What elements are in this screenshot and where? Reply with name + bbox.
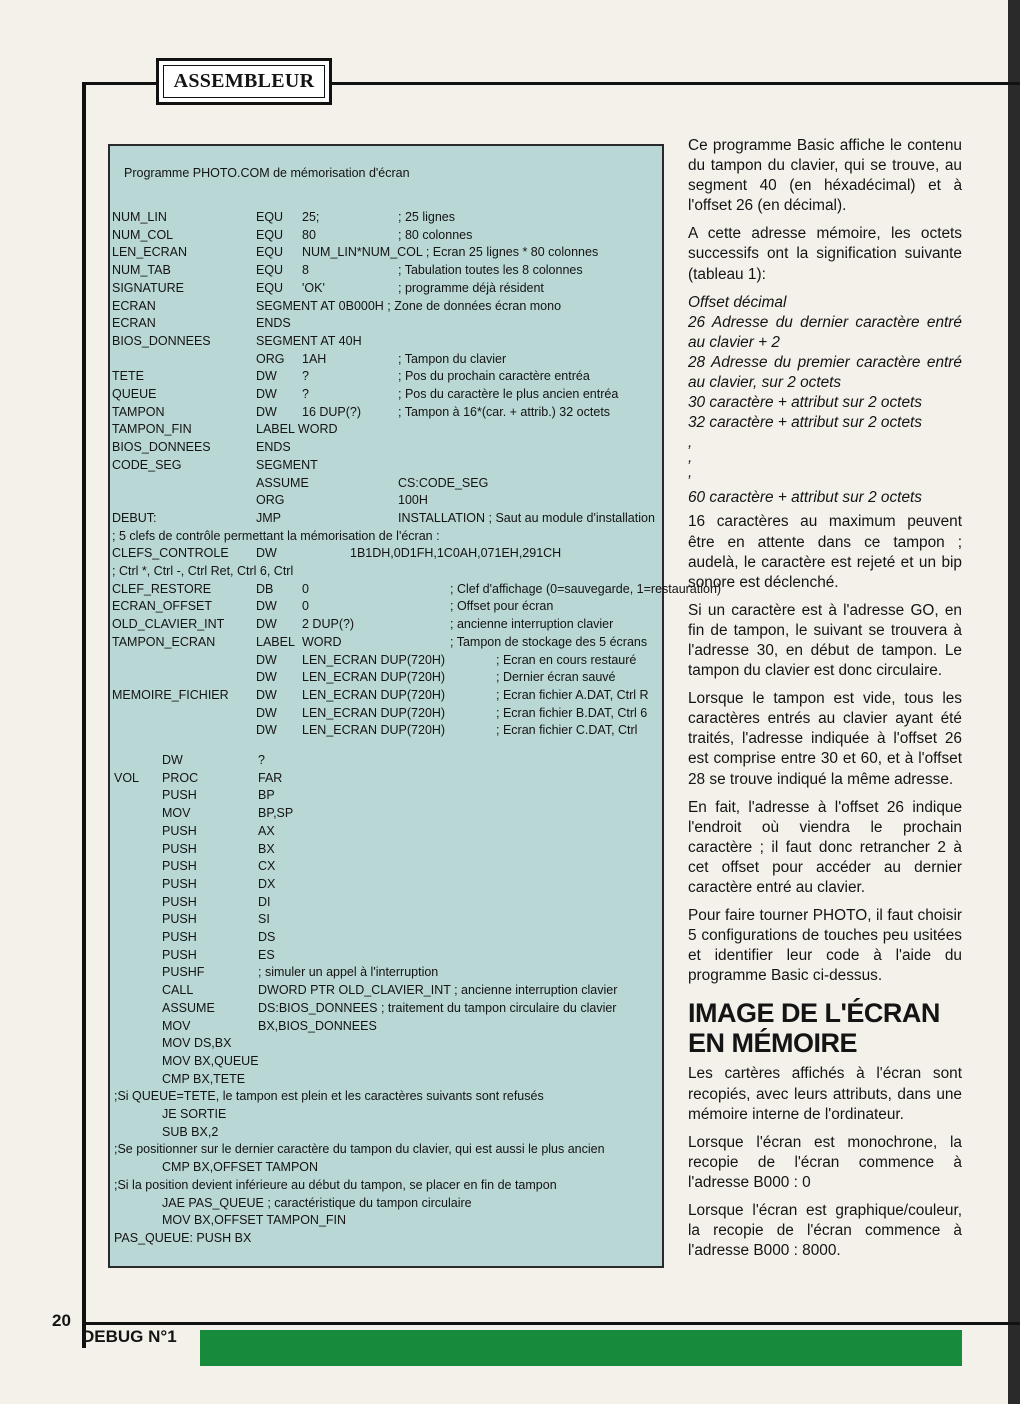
code-opcode: DW (256, 705, 277, 720)
code-line-text: CMP BX,OFFSET TAMPON (162, 1160, 319, 1175)
code-opcode: PUSH (162, 841, 197, 856)
code-line (110, 1213, 662, 1230)
code-operand: ; simuler un appel à l'interruption (258, 965, 439, 980)
code-line-text: PAS_QUEUE: PUSH BX (114, 1230, 252, 1245)
code-line-text: SUB BX,2 (162, 1124, 219, 1139)
code-line-text: CMP BX,TETE (162, 1071, 246, 1086)
code-line-text: ;Si la position devient inférieure au début du tampon, se placer en fin de tampon (114, 1177, 557, 1192)
code-opcode: EQU (256, 245, 284, 260)
code-comment: ; Tampon à 16*(car. + attrib.) 32 octets (398, 404, 611, 419)
code-opcode: DW (256, 546, 277, 561)
code-operand: 25; (302, 210, 320, 224)
code-opcode: DW (256, 652, 277, 667)
code-opcode: PUSH (162, 823, 197, 838)
code-line (110, 983, 662, 1000)
code-opcode: DW (256, 404, 277, 419)
code-opcode: DW (256, 387, 277, 401)
code-opcode: ORG (256, 351, 285, 366)
code-opcode: PUSH (162, 788, 197, 803)
code-operand: LEN_ECRAN DUP(720H) (302, 705, 446, 720)
table-ellipsis: , (688, 449, 693, 467)
code-comment: ; ancienne interruption clavier (450, 617, 614, 632)
code-line (110, 753, 662, 770)
code-line (110, 1019, 662, 1036)
code-opcode: EQU (256, 280, 284, 295)
code-line (110, 352, 662, 369)
code-line-text: MOV DS,BX (162, 1036, 232, 1051)
code-opcode: EQU (256, 227, 284, 242)
code-comment: ; Ecran fichier B.DAT, Ctrl 6 (496, 705, 648, 720)
code-opcode: MOV (162, 1018, 191, 1033)
code-comment: ; 25 lignes (398, 210, 455, 224)
code-opcode: SEGMENT (256, 457, 318, 472)
code-opcode: LABEL (256, 634, 295, 649)
code-label: LEN_ECRAN (112, 245, 188, 260)
code-operand: DS:BIOS_DONNEES ; traitement du tampon circulaire du clavier (258, 1000, 617, 1015)
section-heading: IMAGE DE L'ÉCRAN EN MÉMOIRE (688, 998, 940, 1059)
code-line (110, 387, 662, 404)
code-label: TAMPON_ECRAN (112, 634, 216, 649)
code-label: NUM_LIN (112, 210, 167, 224)
code-line (110, 1160, 662, 1177)
code-line (110, 723, 662, 740)
code-line-text: JE SORTIE (162, 1107, 227, 1121)
code-label: NUM_TAB (112, 263, 171, 278)
code-operand: ? (302, 387, 309, 401)
code-line (110, 263, 662, 280)
table-ellipsis: , (688, 434, 693, 452)
code-operand: LEN_ECRAN DUP(720H) (302, 670, 446, 685)
code-label: TETE (112, 369, 144, 384)
code-operand: LEN_ECRAN DUP(720H) (302, 687, 446, 702)
code-line (110, 529, 662, 546)
code-line (110, 299, 662, 316)
code-label: OLD_CLAVIER_INT (112, 617, 225, 632)
code-line (110, 859, 662, 876)
code-operand: DX (258, 876, 276, 891)
code-opcode: PUSH (162, 876, 197, 891)
code-label: TAMPON (112, 404, 165, 419)
article-paragraph: En fait, l'adresse à l'offset 26 indique l'endroit où viendra le prochain caractère ; il faut donc retrancher 2 à cet offset pour accéder au dernier caractère entré au clavier. (688, 798, 962, 896)
code-comment: INSTALLATION ; Saut au module d'installation (398, 510, 655, 525)
code-label: DEBUT: (112, 510, 157, 525)
code-operand: LEN_ECRAN DUP(720H) (302, 723, 446, 738)
footer-rule (82, 1322, 1020, 1325)
code-line (110, 824, 662, 841)
code-line-text: ;Si QUEUE=TETE, le tampon est plein et les caractères suivants sont refusés (114, 1089, 544, 1104)
code-opcode: PUSH (162, 930, 197, 944)
code-label: ECRAN_OFFSET (112, 599, 213, 614)
code-line (110, 1001, 662, 1018)
code-opcode: EQU (256, 210, 284, 224)
code-comment: ; Offset pour écran (450, 599, 554, 614)
code-label: BIOS_DONNEES (112, 333, 211, 348)
page-edge-shadow (1008, 0, 1020, 1404)
article-paragraph: Si un caractère est à l'adresse GO, en fin de tampon, le suivant se trouvera à l'adresse 30, en début de tampon. Le tampon du clavier est donc circulaire. (688, 601, 962, 680)
code-line (110, 635, 662, 652)
code-line (110, 493, 662, 510)
article-column (688, 136, 962, 1269)
article-paragraph: Les cartères affichés à l'écran sont recopiés, avec leurs attributs, dans une mémoire interne de l'ordinateur. (688, 1065, 962, 1123)
code-line (110, 369, 662, 386)
code-opcode: ASSUME (162, 1000, 215, 1015)
code-opcode: SEGMENT AT 40H (256, 333, 362, 348)
code-label: QUEUE (112, 387, 157, 401)
code-line (110, 228, 662, 245)
code-opcode: LABEL WORD (256, 422, 338, 437)
code-operand: 1AH (302, 351, 327, 366)
code-line (110, 948, 662, 965)
code-line (110, 511, 662, 528)
listing-title: Programme PHOTO.COM de mémorisation d'écran (124, 166, 410, 180)
code-line (110, 1072, 662, 1089)
code-opcode: PUSHF (162, 965, 205, 980)
code-operand: 16 DUP(?) (302, 404, 362, 419)
code-comment: ; 5 clefs de contrôle permettant la mémorisation de l'écran : (112, 528, 440, 543)
code-line (110, 965, 662, 982)
code-opcode: DB (256, 581, 274, 596)
code-comment: ; Pos du caractère le plus ancien entréa (398, 387, 619, 401)
code-line (110, 281, 662, 298)
code-operand: 8 (302, 263, 309, 278)
code-comment: ; Tampon du clavier (398, 351, 507, 366)
code-line (110, 1054, 662, 1071)
code-line (110, 877, 662, 894)
code-comment: ; Clef d'affichage (0=sauvegarde, 1=restauration) (450, 581, 722, 596)
code-operand: FAR (258, 770, 283, 785)
code-opcode: ASSUME (256, 475, 309, 490)
code-operand: 80 (302, 227, 316, 242)
code-line (110, 1036, 662, 1053)
code-line (110, 210, 662, 227)
code-operand: SI (258, 912, 270, 927)
code-opcode: ENDS (256, 316, 291, 331)
code-operand: 0 (302, 581, 309, 596)
code-comment: ; Ecran fichier A.DAT, Ctrl R (496, 687, 649, 702)
code-comment: ; Ecran fichier C.DAT, Ctrl (496, 723, 638, 738)
code-opcode: DW (256, 617, 277, 632)
code-line (110, 245, 662, 262)
code-line (110, 476, 662, 493)
code-comment: ; Ctrl *, Ctrl -, Ctrl Ret, Ctrl 6, Ctrl (112, 564, 294, 578)
code-opcode: DW (256, 369, 277, 384)
code-line (110, 842, 662, 859)
code-line (110, 546, 662, 563)
table-row: 60 caractère + attribut sur 2 octets (688, 489, 922, 507)
section-title: ASSEMBLEUR (163, 65, 326, 98)
code-line (110, 670, 662, 687)
page-number: 20 (52, 1311, 71, 1330)
code-label: TAMPON_FIN (112, 422, 192, 437)
code-line (110, 1231, 662, 1248)
code-opcode: CALL (162, 983, 194, 998)
code-line (110, 912, 662, 929)
code-comment: ; programme déjà résident (398, 280, 544, 295)
article-paragraph: Pour faire tourner PHOTO, il faut choisir 5 configurations de touches peu usitées et identifier leur code à l'aide du programme Basic ci-dessus. (688, 907, 962, 985)
code-label: CLEFS_CONTROLE (112, 546, 229, 561)
code-opcode: PROC (162, 770, 199, 785)
code-opcode: ENDS (256, 440, 291, 455)
code-comment: ; Ecran en cours restauré (496, 652, 637, 667)
code-operand: BP (258, 788, 275, 803)
table-ellipsis: , (688, 464, 693, 482)
code-operand: AX (258, 823, 275, 838)
table-row: 32 caractère + attribut sur 2 octets (688, 414, 922, 432)
code-comment: ; 80 colonnes (398, 227, 473, 242)
code-comment: 100H (398, 493, 428, 508)
code-line (110, 316, 662, 333)
code-line-text: MOV BX,OFFSET TAMPON_FIN (162, 1213, 347, 1228)
code-comment: CS:CODE_SEG (398, 475, 489, 490)
article-paragraph: Lorsque l'écran est graphique/couleur, la recopie de l'écran commence à l'adresse B000 : 8000. (688, 1202, 962, 1260)
table-heading: Offset décimal (688, 293, 787, 311)
table-row: 30 caractère + attribut sur 2 octets (688, 394, 922, 412)
code-listing-box (108, 144, 722, 1268)
code-line (110, 771, 662, 788)
code-label: BIOS_DONNEES (112, 440, 211, 455)
code-opcode: MOV (162, 806, 191, 821)
code-line (110, 706, 662, 723)
code-comment: ; Tabulation toutes les 8 colonnes (398, 263, 583, 278)
code-operand: BX (258, 841, 275, 856)
article-paragraph: Lorsque l'écran est monochrone, la recopie de l'écran commence à l'adresse B000 : 0 (688, 1133, 962, 1191)
code-line (110, 895, 662, 912)
code-label: CLEF_RESTORE (112, 581, 212, 596)
code-line (110, 788, 662, 805)
code-opcode: DW (256, 670, 277, 685)
code-label: ECRAN (112, 316, 156, 331)
code-label: MEMOIRE_FICHIER (112, 687, 229, 702)
code-line (110, 617, 662, 634)
code-line (110, 599, 662, 616)
code-label: SIGNATURE (112, 280, 184, 295)
code-line (110, 688, 662, 705)
code-opcode: PUSH (162, 947, 197, 962)
code-label: VOL (114, 770, 140, 785)
code-operand: ? (302, 369, 309, 384)
code-opcode: DW (256, 723, 277, 738)
code-line (110, 1125, 662, 1142)
code-line (110, 1178, 662, 1195)
code-opcode: PUSH (162, 894, 197, 909)
code-operand: DWORD PTR OLD_CLAVIER_INT ; ancienne interruption clavier (258, 983, 618, 998)
code-opcode: DW (256, 687, 277, 702)
code-line (110, 334, 662, 351)
code-operand: WORD (302, 634, 342, 649)
article-paragraph: A cette adresse mémoire, les octets successifs ont la signification suivante (tableau 1): (688, 225, 962, 283)
code-line (110, 1107, 662, 1124)
code-operand: CX (258, 859, 276, 874)
code-opcode: PUSH (162, 912, 197, 927)
code-operand: 0 (302, 599, 309, 614)
code-operand: ES (258, 947, 275, 962)
article-paragraph: Lorsque le tampon est vide, tous les caractères entrés au clavier ayant été traités, l'adresse indiquée à l'offset 26 est comprise entre 30 et 60, et à l'offset 28 se trouve indiqué la même adresse. (688, 690, 962, 788)
code-line (110, 806, 662, 823)
magazine-name: DEBUG N°1 (82, 1327, 177, 1346)
code-line (110, 581, 722, 599)
article-paragraph: Ce programme Basic affiche le contenu du tampon du clavier, qui se trouve, au segment 40 (en héxadécimal) et à l'offset 26 (en décimal). (688, 137, 962, 215)
code-line (110, 405, 662, 422)
left-margin-rule (82, 82, 86, 1348)
code-opcode: ORG (256, 493, 285, 508)
code-opcode: DW (162, 753, 183, 767)
code-line-text: MOV BX,QUEUE (162, 1053, 259, 1068)
code-label: ECRAN (112, 298, 156, 313)
section-label (156, 58, 332, 105)
code-line (110, 440, 662, 457)
code-opcode: JMP (256, 510, 281, 525)
code-opcode: SEGMENT AT 0B000H ; Zone de données écran mono (256, 298, 562, 313)
code-line (110, 930, 662, 947)
article-paragraph: 16 caractères au maximum peuvent être en attente dans ce tampon ; audelà, le caractère est rejeté et un bip sonore est déclenché. (688, 513, 962, 591)
code-comment: ; Tampon de stockage des 5 écrans (450, 634, 648, 649)
code-opcode: DW (256, 599, 277, 614)
code-operand: DS (258, 930, 276, 944)
code-line (110, 1089, 662, 1106)
footer-color-bar (200, 1330, 962, 1366)
code-comment: ; Dernier écran sauvé (496, 670, 616, 685)
table-row: 28 Adresse du premier caractère entré au clavier, sur 2 octets (688, 353, 962, 392)
code-line (110, 422, 662, 439)
code-operand: ? (258, 753, 265, 767)
code-label: NUM_COL (112, 227, 174, 242)
code-label: CODE_SEG (112, 457, 182, 472)
code-line-text: JAE PAS_QUEUE ; caractéristique du tampon circulaire (162, 1195, 472, 1210)
code-opcode: PUSH (162, 859, 197, 874)
code-operand: 'OK' (302, 280, 325, 295)
table-row: 26 Adresse du dernier caractère entré au clavier + 2 (688, 313, 962, 351)
code-line (110, 458, 662, 475)
code-operand: BP,SP (258, 806, 294, 821)
code-operand: BX,BIOS_DONNEES (258, 1018, 377, 1033)
code-operand: 2 DUP(?) (302, 617, 355, 632)
code-operand: 1B1DH,0D1FH,1C0AH,071EH,291CH (350, 546, 562, 561)
code-line (110, 1142, 662, 1159)
code-opcode: EQU (256, 263, 284, 278)
code-operand: NUM_LIN*NUM_COL ; Ecran 25 lignes * 80 colonnes (302, 245, 599, 260)
code-comment: ; Pos du prochain caractère entréa (398, 369, 590, 384)
code-line (110, 564, 662, 581)
code-operand: LEN_ECRAN DUP(720H) (302, 652, 446, 667)
code-line (110, 653, 662, 670)
code-line-text: ;Se positionner sur le dernier caractère du tampon du clavier, qui est aussi le plus ancien (114, 1142, 605, 1157)
code-line (110, 1196, 662, 1213)
code-operand: DI (258, 894, 271, 909)
